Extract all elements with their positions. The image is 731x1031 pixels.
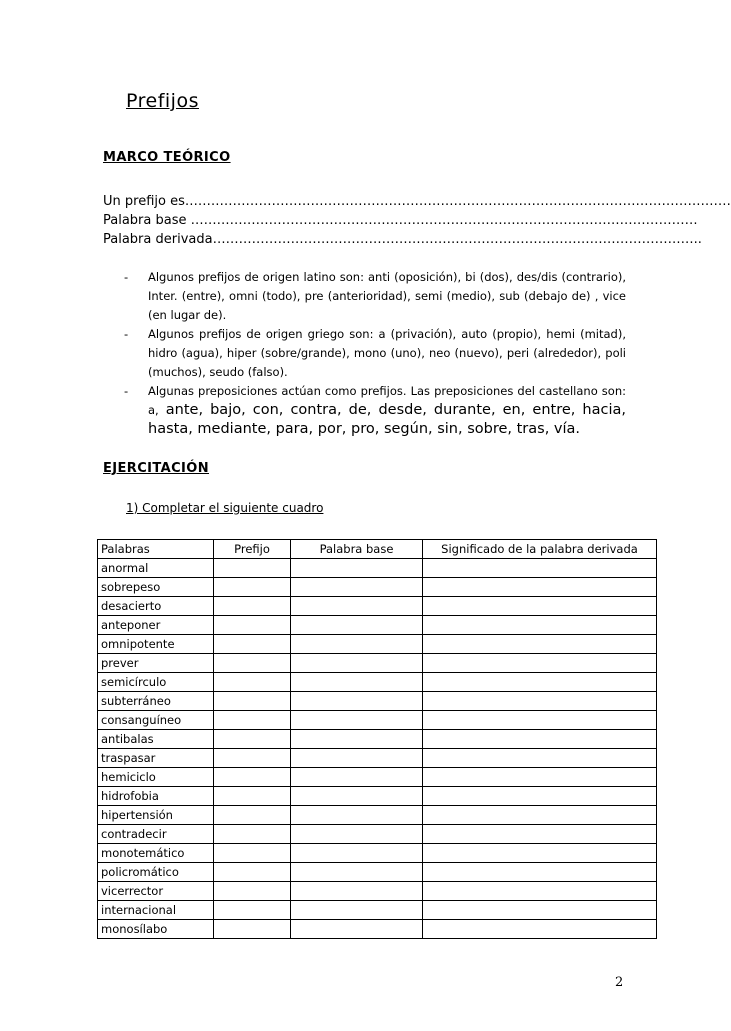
significado-cell[interactable]	[423, 578, 657, 597]
table-row	[98, 559, 657, 578]
bullet-dash: -	[124, 270, 129, 284]
definition-palabra-base: Palabra base ………………………………………………………………………………………………………	[103, 213, 698, 228]
table-row	[98, 730, 657, 749]
prefijo-cell[interactable]	[214, 882, 291, 901]
significado-cell[interactable]	[423, 730, 657, 749]
table-row	[98, 635, 657, 654]
table-row	[98, 711, 657, 730]
significado-cell[interactable]	[423, 787, 657, 806]
palabra-base-cell[interactable]	[291, 844, 423, 863]
word-cell: desacierto	[98, 597, 214, 616]
word-cell: antibalas	[98, 730, 214, 749]
prefijo-cell[interactable]	[214, 673, 291, 692]
table-row	[98, 825, 657, 844]
table-row	[98, 787, 657, 806]
definition-prefijo: Un prefijo es………………………………………………………………………………………………………………	[103, 194, 731, 209]
bullet-prepositions	[120, 382, 626, 439]
table-row	[98, 863, 657, 882]
significado-cell[interactable]	[423, 673, 657, 692]
palabra-base-cell[interactable]	[291, 863, 423, 882]
word-cell: monotemático	[98, 844, 214, 863]
word-cell: traspasar	[98, 749, 214, 768]
word-cell: anteponer	[98, 616, 214, 635]
significado-cell[interactable]	[423, 692, 657, 711]
prefijo-cell[interactable]	[214, 768, 291, 787]
bullet-latin-prefixes	[120, 268, 626, 325]
prefijo-cell[interactable]	[214, 711, 291, 730]
ejercitacion-heading: EJERCITACIÓN	[103, 461, 210, 476]
palabra-base-cell[interactable]	[291, 559, 423, 578]
significado-cell[interactable]	[423, 920, 657, 939]
page-number: 2	[615, 975, 624, 990]
prefijo-cell[interactable]	[214, 616, 291, 635]
palabra-base-cell[interactable]	[291, 825, 423, 844]
table-row	[98, 920, 657, 939]
table-row	[98, 654, 657, 673]
prefijo-cell[interactable]	[214, 901, 291, 920]
prefijo-cell[interactable]	[214, 597, 291, 616]
definitions	[103, 192, 731, 249]
exercise-table	[97, 539, 657, 939]
bullet-dash: -	[124, 384, 129, 398]
table-row	[98, 597, 657, 616]
palabra-base-cell[interactable]	[291, 673, 423, 692]
prefijo-cell[interactable]	[214, 578, 291, 597]
palabra-base-cell[interactable]	[291, 635, 423, 654]
word-cell: subterráneo	[98, 692, 214, 711]
palabra-base-cell[interactable]	[291, 616, 423, 635]
prefijo-cell[interactable]	[214, 787, 291, 806]
prefijo-cell[interactable]	[214, 559, 291, 578]
prefijo-cell[interactable]	[214, 749, 291, 768]
significado-cell[interactable]	[423, 844, 657, 863]
word-cell: internacional	[98, 901, 214, 920]
exercise-instruction: 1) Completar el siguiente cuadro	[126, 501, 324, 515]
column-header-prefijo: Prefijo	[214, 540, 291, 559]
prefijo-cell[interactable]	[214, 692, 291, 711]
palabra-base-cell[interactable]	[291, 578, 423, 597]
prefijo-cell[interactable]	[214, 635, 291, 654]
word-cell: contradecir	[98, 825, 214, 844]
word-cell: anormal	[98, 559, 214, 578]
column-header-palabra-base: Palabra base	[291, 540, 423, 559]
palabra-base-cell[interactable]	[291, 597, 423, 616]
word-cell: monosílabo	[98, 920, 214, 939]
column-header-significado: Significado de la palabra derivada	[423, 540, 657, 559]
significado-cell[interactable]	[423, 654, 657, 673]
significado-cell[interactable]	[423, 806, 657, 825]
word-cell: hemiciclo	[98, 768, 214, 787]
palabra-base-cell[interactable]	[291, 787, 423, 806]
palabra-base-cell[interactable]	[291, 806, 423, 825]
table-row	[98, 882, 657, 901]
table-body	[98, 559, 657, 939]
significado-cell[interactable]	[423, 863, 657, 882]
column-header-palabras: Palabras	[98, 540, 214, 559]
bullet-greek-prefixes	[120, 325, 626, 382]
significado-cell[interactable]	[423, 711, 657, 730]
prefijo-cell[interactable]	[214, 920, 291, 939]
table-row	[98, 749, 657, 768]
significado-cell[interactable]	[423, 559, 657, 578]
word-cell: vicerrector	[98, 882, 214, 901]
bullet-dash: -	[124, 327, 129, 341]
word-cell: policromático	[98, 863, 214, 882]
prefijo-cell[interactable]	[214, 654, 291, 673]
table-row	[98, 692, 657, 711]
palabra-base-cell[interactable]	[291, 749, 423, 768]
theory-bullets	[120, 268, 626, 439]
table-header-row	[98, 540, 657, 559]
table-row	[98, 901, 657, 920]
palabra-base-cell[interactable]	[291, 901, 423, 920]
palabra-base-cell[interactable]	[291, 654, 423, 673]
word-cell: hidrofobia	[98, 787, 214, 806]
palabra-base-cell[interactable]	[291, 882, 423, 901]
word-cell: prever	[98, 654, 214, 673]
palabra-base-cell[interactable]	[291, 692, 423, 711]
bullet-text: Algunos prefijos de origen latino son: anti (oposición), bi (dos), des/dis (contrario), Inter. (entre), omni (todo), pre (anterioridad), semi (medio), sub (debajo de) , vice (en lugar de).	[148, 270, 626, 322]
table-row	[98, 673, 657, 692]
palabra-base-cell[interactable]	[291, 920, 423, 939]
significado-cell[interactable]	[423, 768, 657, 787]
word-cell: semicírculo	[98, 673, 214, 692]
palabra-base-cell[interactable]	[291, 730, 423, 749]
significado-cell[interactable]	[423, 749, 657, 768]
table-row	[98, 844, 657, 863]
page-title: Prefijos	[126, 90, 199, 112]
palabra-base-cell[interactable]	[291, 768, 423, 787]
marco-teorico-heading: MARCO TEÓRICO	[103, 150, 231, 165]
prefijo-cell[interactable]	[214, 863, 291, 882]
word-cell: omnipotente	[98, 635, 214, 654]
significado-cell[interactable]	[423, 635, 657, 654]
table-row	[98, 768, 657, 787]
prefijo-cell[interactable]	[214, 825, 291, 844]
bullet-text: Algunos prefijos de origen griego son: a (privación), auto (propio), hemi (mitad), hidro (agua), hiper (sobre/grande), mono (uno), neo (nuevo), peri (alrededor), poli (muchos), seudo (falso).	[148, 327, 626, 379]
prefijo-cell[interactable]	[214, 844, 291, 863]
palabra-base-cell[interactable]	[291, 711, 423, 730]
prefijo-cell[interactable]	[214, 806, 291, 825]
table-row	[98, 806, 657, 825]
bullet-text: Algunas preposiciones actúan como prefijos. Las preposiciones del castellano son: a,	[148, 384, 626, 417]
table-row	[98, 578, 657, 597]
word-cell: consanguíneo	[98, 711, 214, 730]
prepositions-list: ante, bajo, con, contra, de, desde, durante, en, entre, hacia, hasta, mediante, para, por, pro, según, sin, sobre, tras, vía.	[148, 402, 626, 437]
significado-cell[interactable]	[423, 882, 657, 901]
prefijo-cell[interactable]	[214, 730, 291, 749]
significado-cell[interactable]	[423, 597, 657, 616]
significado-cell[interactable]	[423, 825, 657, 844]
word-cell: sobrepeso	[98, 578, 214, 597]
significado-cell[interactable]	[423, 901, 657, 920]
table-row	[98, 616, 657, 635]
significado-cell[interactable]	[423, 616, 657, 635]
word-cell: hipertensión	[98, 806, 214, 825]
definition-palabra-derivada: Palabra derivada…………………………………………………………………………………………………..	[103, 232, 702, 247]
